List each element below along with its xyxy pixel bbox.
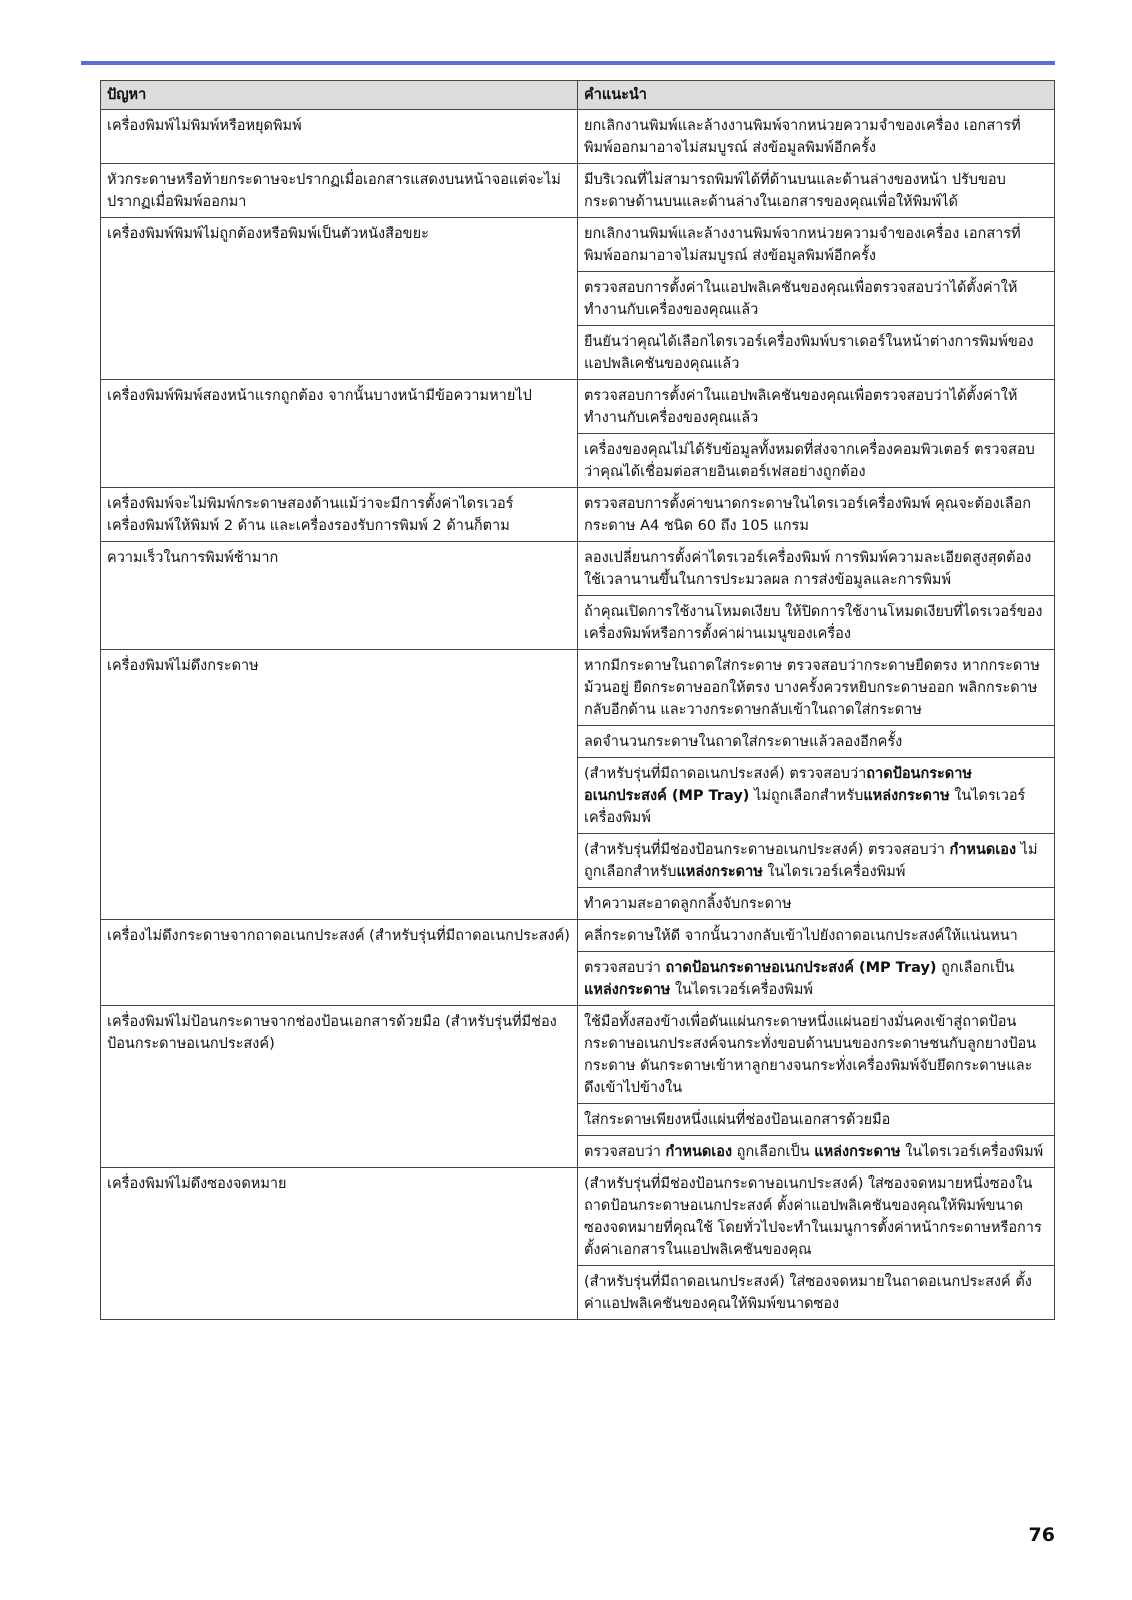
suggestion-cell (578, 542, 1055, 596)
suggestion-text: เครื่องของคุณไม่ได้รับข้อมูลทั้งหมดที่ส่งจากเครื่องคอมพิวเตอร์ ตรวจสอบว่าคุณได้เชื่อมต่อสายอินเตอร์เฟสอย่างถูกต้อง (584, 442, 1035, 480)
suggestion-text: หากมีกระดาษในถาดใส่กระดาษ ตรวจสอบว่ากระดาษยืดตรง หากกระดาษม้วนอยู่ ยืดกระดาษออกให้ตรง บางครั้งควรหยิบกระดาษออก พลิกกระดาษกลับอีกด้าน และวางกระดาษกลับเข้าในถาดใส่กระดาษ (584, 658, 1040, 718)
problem-cell: เครื่องไม่ดึงกระดาษจากถาดอเนกประสงค์ (สำหรับรุ่นที่มีถาดอเนกประสงค์) (101, 920, 578, 1006)
problem-cell: เครื่องพิมพ์พิมพ์สองหน้าแรกถูกต้อง จากนั้นบางหน้ามีข้อความหายไป (101, 380, 578, 488)
suggestion-cell (578, 726, 1055, 758)
suggestion-cell (578, 272, 1055, 326)
suggestion-cell (578, 758, 1055, 834)
suggestion-text: ลดจำนวนกระดาษในถาดใส่กระดาษแล้วลองอีกครั้ง (584, 734, 903, 750)
suggestion-cell (578, 952, 1055, 1006)
suggestion-text: ตรวจสอบการตั้งค่าในแอปพลิเคชันของคุณเพื่อตรวจสอบว่าได้ตั้งค่าให้ทำงานกับเครื่องของคุณแล้ว (584, 388, 1018, 426)
suggestion-cell (578, 888, 1055, 920)
suggestion-text: (สำหรับรุ่นที่มีช่องป้อนกระดาษอเนกประสงค์) ตรวจสอบว่า (584, 842, 950, 858)
problem-cell: ความเร็วในการพิมพ์ช้ามาก (101, 542, 578, 650)
suggestion-text: ในไดรเวอร์เครื่องพิมพ์ (584, 788, 1026, 826)
suggestion-cell (578, 834, 1055, 888)
table-body (101, 110, 1055, 1320)
suggestion-text: ยกเลิกงานพิมพ์และล้างงานพิมพ์จากหน่วยความจำของเครื่อง เอกสารที่พิมพ์ออกมาอาจไม่สมบูรณ์ ส่งข้อมูลพิมพ์อีกครั้ง (584, 226, 1021, 264)
suggestion-text: ใช้มือทั้งสองข้างเพื่อดันแผ่นกระดาษหนึ่งแผ่นอย่างมั่นคงเข้าสู่ถาดป้อนกระดาษอเนกประสงค์จนกระทั่งขอบด้านบนของกระดาษชนกับลูกยางป้อนกระดาษ ดันกระดาษเข้าหาลูกยางจนกระทั่งเครื่องพิมพ์จับยึดกระดาษและดึงเข้าไปข้างใน (584, 1014, 1037, 1096)
suggestion-cell (578, 380, 1055, 434)
suggestion-text: ตรวจสอบการตั้งค่าในแอปพลิเคชันของคุณเพื่อตรวจสอบว่าได้ตั้งค่าให้ทำงานกับเครื่องของคุณแล้ว (584, 280, 1018, 318)
problem-cell: เครื่องพิมพ์จะไม่พิมพ์กระดาษสองด้านแม้ว่าจะมีการตั้งค่าไดรเวอร์เครื่องพิมพ์ให้พิมพ์ 2 ด้าน และเครื่องรองรับการพิมพ์ 2 ด้านก็ตาม (101, 488, 578, 542)
table-row (101, 920, 1055, 952)
suggestion-text: ไม่ถูกเลือกสำหรับ (749, 788, 864, 804)
suggestion-cell (578, 326, 1055, 380)
suggestion-text: (สำหรับรุ่นที่มีช่องป้อนกระดาษอเนกประสงค์) ใส่ซองจดหมายหนึ่งซองในถาดป้อนกระดาษอเนกประสงค์ ตั้งค่าแอปพลิเคชันของคุณให้พิมพ์ขนาดซองจดหมายที่คุณใช้ โดยทั่วไปจะทำในเมนูการตั้งค่าหน้ากระดาษหรือการตั้งค่าเอกสารในแอปพลิเคชันของคุณ (584, 1176, 1042, 1258)
table-row (101, 218, 1055, 272)
problem-cell: เครื่องพิมพ์พิมพ์ไม่ถูกต้องหรือพิมพ์เป็นตัวหนังสือขยะ (101, 218, 578, 380)
table-row (101, 164, 1055, 218)
problem-cell: เครื่องพิมพ์ไม่พิมพ์หรือหยุดพิมพ์ (101, 110, 578, 164)
bold-text: แหล่งกระดาษ (584, 982, 671, 998)
bold-text: ถาดป้อนกระดาษอเนกประสงค์ (MP Tray) (584, 766, 972, 804)
suggestion-cell (578, 110, 1055, 164)
problem-cell: เครื่องพิมพ์ไม่ป้อนกระดาษจากช่องป้อนเอกสารด้วยมือ (สำหรับรุ่นที่มีช่องป้อนกระดาษอเนกประสงค์) (101, 1006, 578, 1168)
table-row (101, 488, 1055, 542)
problem-cell: หัวกระดาษหรือท้ายกระดาษจะปรากฏเมื่อเอกสารแสดงบนหน้าจอแต่จะไม่ปรากฏเมื่อพิมพ์ออกมา (101, 164, 578, 218)
table-row (101, 542, 1055, 596)
table-row (101, 1168, 1055, 1266)
suggestion-cell (578, 488, 1055, 542)
suggestion-cell (578, 920, 1055, 952)
suggestion-text: มีบริเวณที่ไม่สามารถพิมพ์ได้ที่ด้านบนและด้านล่างของหน้า ปรับขอบกระดาษด้านบนและด้านล่างในเอกสารของคุณเพื่อให้พิมพ์ได้ (584, 172, 1006, 210)
bold-text: แหล่งกระดาษ (814, 1144, 901, 1160)
suggestion-text: ไม่ถูกเลือกสำหรับ (584, 842, 1038, 880)
suggestion-text: ใส่กระดาษเพียงหนึ่งแผ่นที่ช่องป้อนเอกสารด้วยมือ (584, 1112, 891, 1128)
suggestion-text: ถ้าคุณเปิดการใช้งานโหมดเงียบ ให้ปิดการใช้งานโหมดเงียบที่ไดรเวอร์ของเครื่องพิมพ์หรือการตั้งค่าผ่านเมนูของเครื่อง (584, 604, 1043, 642)
bold-text: ถาดป้อนกระดาษอเนกประสงค์ (MP Tray) (665, 960, 937, 976)
suggestion-text: ตรวจสอบว่า (584, 960, 666, 976)
table-header-row (101, 81, 1055, 110)
suggestion-cell (578, 596, 1055, 650)
suggestion-cell (578, 1168, 1055, 1266)
column-header-suggestion: คำแนะนำ (578, 81, 1055, 110)
suggestion-text: (สำหรับรุ่นที่มีถาดอเนกประสงค์) ตรวจสอบว่า (584, 766, 867, 782)
suggestion-cell (578, 434, 1055, 488)
bold-text: แหล่งกระดาษ (863, 788, 950, 804)
suggestion-text: ในไดรเวอร์เครื่องพิมพ์ (900, 1144, 1044, 1160)
suggestion-text: ในไดรเวอร์เครื่องพิมพ์ (762, 864, 906, 880)
bold-text: แหล่งกระดาษ (676, 864, 763, 880)
suggestion-cell (578, 218, 1055, 272)
table-row (101, 1006, 1055, 1104)
table-row (101, 110, 1055, 164)
suggestion-text: ในไดรเวอร์เครื่องพิมพ์ (670, 982, 813, 998)
column-header-problem: ปัญหา (101, 81, 578, 110)
header-rule (81, 61, 1055, 65)
bold-text: กำหนดเอง (949, 842, 1017, 858)
problem-cell: เครื่องพิมพ์ไม่ดึงกระดาษ (101, 650, 578, 920)
suggestion-cell (578, 1104, 1055, 1136)
troubleshooting-table (100, 80, 1055, 1320)
page-number: 76 (1028, 1524, 1055, 1546)
suggestion-text: ตรวจสอบว่า (584, 1144, 666, 1160)
suggestion-text: ถูกเลือกเป็น (936, 960, 1015, 976)
suggestion-cell (578, 650, 1055, 726)
suggestion-text: (สำหรับรุ่นที่มีถาดอเนกประสงค์) ใส่ซองจดหมายในถาดอเนกประสงค์ ตั้งค่าแอปพลิเคชันของคุณให้พิมพ์ขนาดซอง (584, 1274, 1032, 1312)
suggestion-text: ยืนยันว่าคุณได้เลือกไดรเวอร์เครื่องพิมพ์บราเดอร์ในหน้าต่างการพิมพ์ของแอปพลิเคชันของคุณแล้ว (584, 334, 1034, 372)
bold-text: กำหนดเอง (665, 1144, 733, 1160)
suggestion-text: ยกเลิกงานพิมพ์และล้างงานพิมพ์จากหน่วยความจำของเครื่อง เอกสารที่พิมพ์ออกมาอาจไม่สมบูรณ์ ส่งข้อมูลพิมพ์อีกครั้ง (584, 118, 1021, 156)
suggestion-text: ลองเปลี่ยนการตั้งค่าไดรเวอร์เครื่องพิมพ์ การพิมพ์ความละเอียดสูงสุดต้องใช้เวลานานขึ้นในการประมวลผล การส่งข้อมูลและการพิมพ์ (584, 550, 1032, 588)
table-row (101, 650, 1055, 726)
suggestion-text: ทำความสะอาดลูกกลิ้งจับกระดาษ (584, 896, 792, 912)
table-row (101, 380, 1055, 434)
problem-cell: เครื่องพิมพ์ไม่ดึงซองจดหมาย (101, 1168, 578, 1320)
suggestion-text: คลี่กระดาษให้ดี จากนั้นวางกลับเข้าไปยังถาดอเนกประสงค์ให้แน่นหนา (584, 928, 1018, 944)
suggestion-text: ตรวจสอบการตั้งค่าขนาดกระดาษในไดรเวอร์เครื่องพิมพ์ คุณจะต้องเลือกกระดาษ A4 ชนิด 60 ถึง 105 แกรม (584, 496, 1032, 534)
suggestion-cell (578, 164, 1055, 218)
suggestion-text: ถูกเลือกเป็น (732, 1144, 815, 1160)
suggestion-cell (578, 1266, 1055, 1320)
suggestion-cell (578, 1006, 1055, 1104)
suggestion-cell (578, 1136, 1055, 1168)
